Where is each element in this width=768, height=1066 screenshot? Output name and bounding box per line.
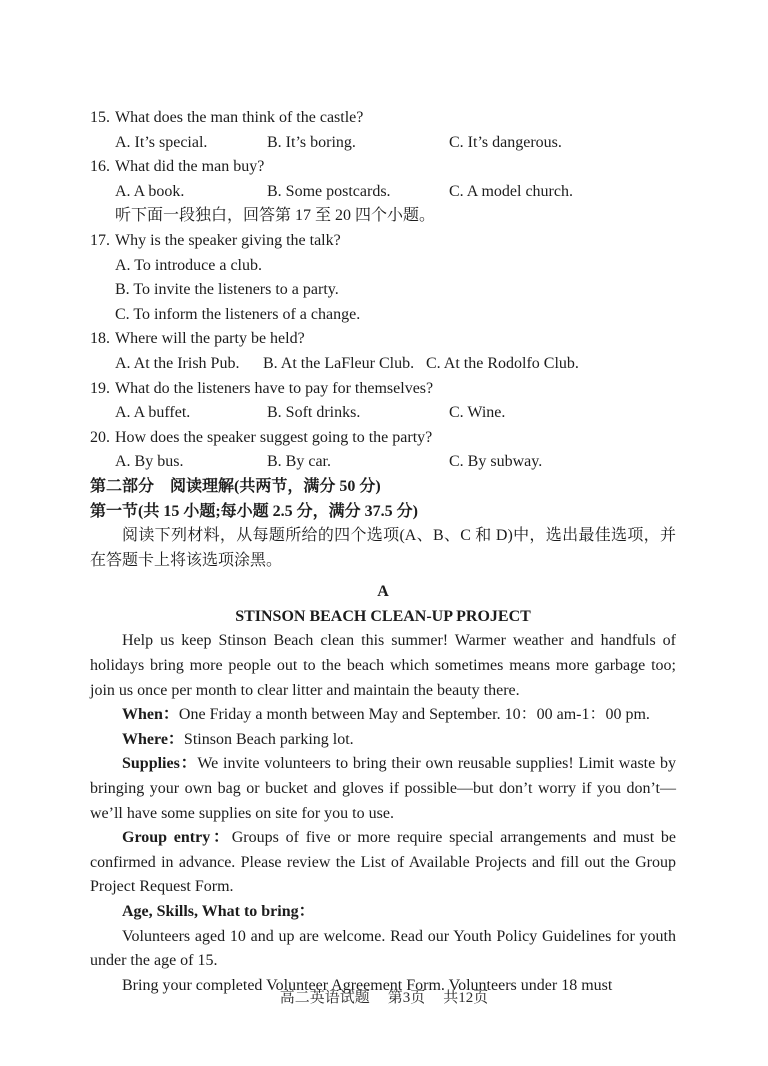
question-20-options [90, 450, 676, 475]
passage-title: STINSON BEACH CLEAN-UP PROJECT [235, 607, 531, 625]
page-content [90, 106, 676, 998]
footer-page-total: 共12页 [443, 990, 489, 1006]
where-line [90, 728, 676, 753]
option-c: C. It’s dangerous. [449, 133, 562, 151]
question-16-options [90, 180, 676, 205]
age-paragraph-1: Volunteers aged 10 and up are welcome. Read our Youth Policy Guidelines for youth under the age of 15. [90, 927, 676, 970]
question-text: What do the listeners have to pay for themselves? [115, 379, 434, 397]
option-a: A. By bus. [115, 453, 184, 471]
passage-paragraph-1: Help us keep Stinson Beach clean this summer! Warmer weather and handfuls of holidays bring more people out to the beach which sometimes means more garbage too; join us once per month to clear litter and maintain the beauty there. [90, 632, 676, 699]
question-text: What does the man think of the castle? [115, 109, 364, 126]
option-a: A. A buffet. [115, 404, 191, 422]
age-skills-label: Age, Skills, What to bring： [122, 903, 315, 920]
section1-instruction: 阅读下列材料，从每题所给的四个选项(A、B、C 和 D)中，选出最佳选项，并在答题卡上将该选项涂黑。 [90, 527, 676, 569]
section1-heading: 第一节(共 15 小题;每小题 2.5 分，满分 37.5 分) [90, 502, 418, 520]
option-a: A. At the Irish Pub. [115, 354, 240, 372]
question-15-options [90, 131, 676, 156]
question-20 [90, 426, 676, 451]
question-18 [90, 327, 676, 352]
page-footer [0, 986, 768, 1011]
question-text: Where will the party be held? [115, 330, 305, 348]
part2-heading: 第二部分 阅读理解(共两节，满分 50 分) [90, 477, 381, 495]
group-entry-text: Groups of five or more require special arrangements and must be confirmed in advance. Please review the List of Available Projects and fill out the Group Project Request Form. [90, 829, 676, 896]
option-b: B. It’s boring. [267, 133, 356, 151]
question-text: How does the speaker suggest going to the party? [115, 428, 433, 446]
option-b: B. At the LaFleur Club. [263, 354, 415, 372]
option-c: C. To inform the listeners of a change. [115, 305, 361, 323]
question-text: What did the man buy? [115, 158, 265, 176]
where-text: Stinson Beach parking lot. [183, 730, 354, 748]
option-a: A. To introduce a club. [115, 256, 262, 274]
group-entry-label: Group entry： [122, 829, 232, 847]
option-c: C. By subway. [449, 453, 543, 471]
question-19 [90, 377, 676, 402]
footer-page-number: 第3页 [387, 990, 426, 1006]
option-b: B. By car. [267, 453, 331, 471]
supplies-label: Supplies： [122, 755, 198, 773]
option-c: C. Wine. [449, 404, 506, 422]
group-entry-paragraph [90, 826, 676, 900]
footer-exam-title: 高二英语试题 [279, 990, 370, 1006]
question-number: 20. [90, 428, 110, 446]
question-16 [90, 155, 676, 180]
question-18-options [90, 352, 676, 377]
option-a: A. A book. [115, 182, 185, 200]
question-number: 16. [90, 158, 110, 176]
option-b: B. To invite the listeners to a party. [115, 281, 339, 299]
option-b: B. Soft drinks. [267, 404, 361, 422]
monologue-instruction: 听下面一段独白，回答第 17 至 20 四个小题。 [115, 207, 436, 225]
passage-label: A [377, 583, 389, 601]
question-19-options [90, 401, 676, 426]
question-number: 15. [90, 109, 110, 126]
age-skills-heading [90, 900, 676, 925]
question-number: 18. [90, 330, 110, 348]
option-b: B. Some postcards. [267, 182, 391, 200]
where-label: Where： [122, 730, 184, 748]
option-a: A. It’s special. [115, 133, 208, 151]
when-label: When： [122, 706, 179, 724]
question-number: 19. [90, 379, 110, 397]
when-line [90, 703, 676, 728]
supplies-paragraph [90, 752, 676, 826]
option-c: C. A model church. [449, 182, 573, 200]
question-text: Why is the speaker giving the talk? [115, 231, 341, 249]
option-c: C. At the Rodolfo Club. [426, 354, 579, 372]
supplies-text: We invite volunteers to bring their own reusable supplies! Limit waste by bringing your own bag or bucket and gloves if possible—but don’t worry if you don’t—we’ll have some supplies on site for you to use. [90, 755, 676, 822]
question-15 [90, 106, 676, 131]
question-17 [90, 229, 676, 254]
age-paragraph-2: Bring your completed Volunteer Agreement Form. Volunteers under 18 must [122, 976, 613, 994]
when-text: One Friday a month between May and September. 10：00 am-1：00 pm. [178, 706, 650, 724]
question-number: 17. [90, 231, 110, 249]
